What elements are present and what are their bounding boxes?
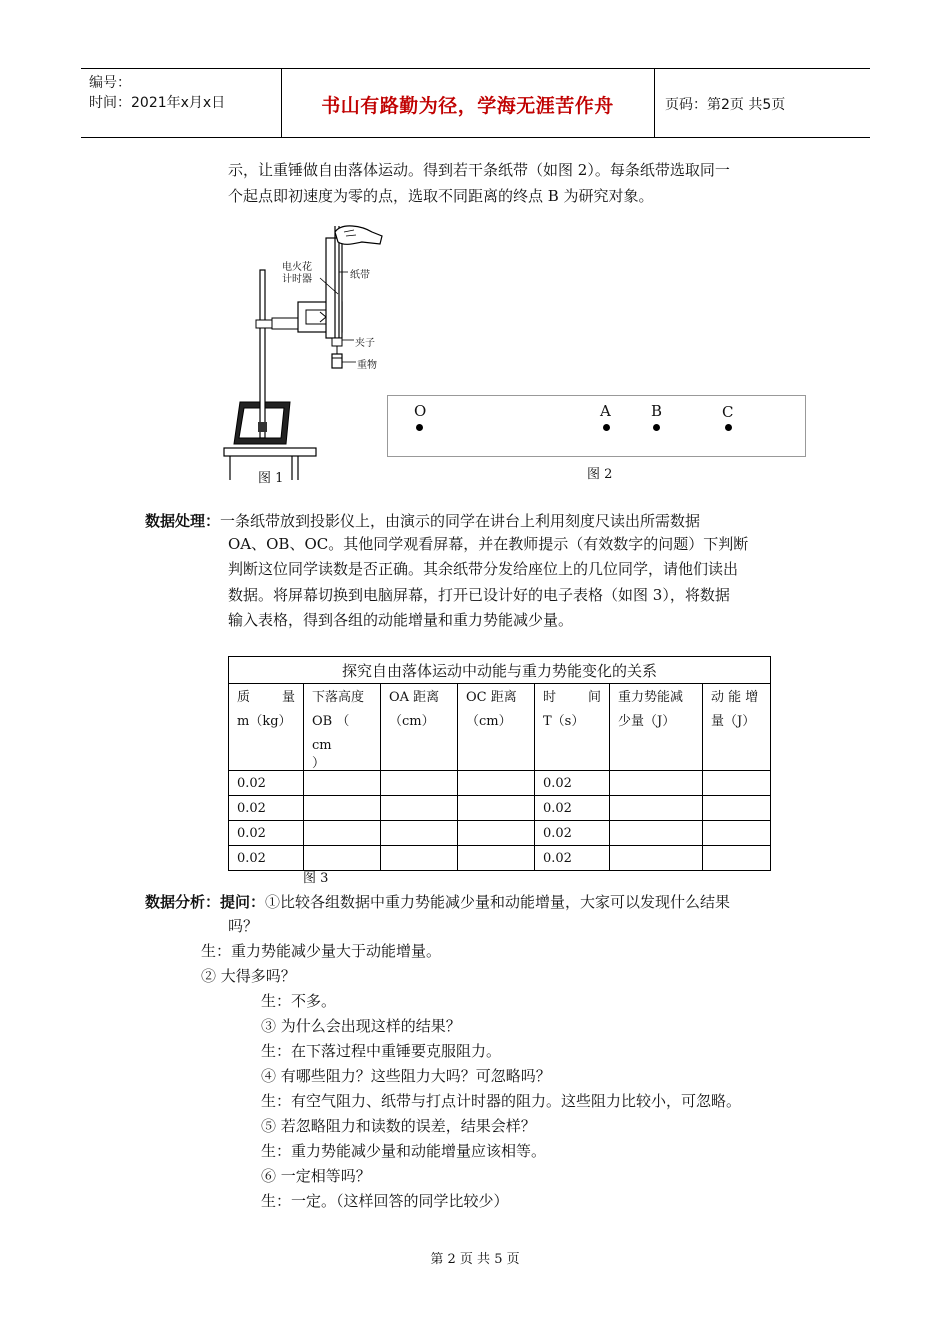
results-table	[228, 656, 771, 871]
label-timer-line-1: 电火花	[282, 262, 312, 273]
cell-empty	[703, 796, 771, 821]
cell-empty	[304, 771, 381, 796]
cell-mass: 0.02	[229, 821, 304, 846]
cell-empty	[304, 796, 381, 821]
header-potential-energy	[610, 684, 703, 771]
cell-empty	[381, 771, 458, 796]
analysis-answer-3: 生：在下落过程中重锤要克服阻力。	[261, 1042, 502, 1060]
table-title: 探究自由落体运动中动能与重力势能变化的关系	[229, 657, 771, 684]
analysis-q1-line-2: 吗？	[228, 917, 259, 935]
cell-empty	[458, 771, 535, 796]
point-a-dot	[603, 424, 610, 431]
cell-empty	[610, 771, 703, 796]
analysis-answer-1: 生：重力势能减少量大于动能增量。	[201, 942, 442, 960]
analysis-answer-4: 生：有空气阻力、纸带与打点计时器的阻力。这些阻力比较小，可忽略。	[261, 1092, 742, 1110]
header-oc-a: OC 距离	[466, 690, 517, 705]
cell-time: 0.02	[535, 771, 610, 796]
header-kinetic-energy	[703, 684, 771, 771]
cell-mass: 0.02	[229, 771, 304, 796]
intro-line-2: 个起点即初速度为零的点，选取不同距离的终点 B 为研究对象。	[228, 187, 654, 205]
cell-empty	[458, 846, 535, 871]
cell-time: 0.02	[535, 846, 610, 871]
analysis-answer-2: 生：不多。	[261, 992, 337, 1010]
header-oa	[381, 684, 458, 771]
header-drop-a: 下落高度	[312, 690, 365, 705]
header-mass-c: m（kg）	[237, 714, 292, 729]
header-page-number: 页码：第2页 共5页	[665, 97, 786, 113]
page-header	[81, 68, 870, 138]
page-footer: 第 2 页 共 5 页	[430, 1252, 520, 1267]
table-title-row	[229, 657, 771, 684]
table-row	[229, 796, 771, 821]
point-o-dot	[416, 424, 423, 431]
cell-empty	[703, 846, 771, 871]
header-time-b: 间	[587, 690, 601, 705]
cell-empty	[703, 821, 771, 846]
header-drop-c: ）	[312, 756, 326, 771]
cell-mass: 0.02	[229, 846, 304, 871]
cell-empty	[458, 821, 535, 846]
cell-empty	[610, 796, 703, 821]
header-time-c: T（s）	[543, 714, 585, 729]
point-a-label: A	[600, 402, 611, 420]
cell-empty	[703, 771, 771, 796]
header-time-a: 时	[543, 690, 557, 705]
table-row	[229, 821, 771, 846]
data-processing-line-5: 输入表格，得到各组的动能增量和重力势能减少量。	[228, 611, 574, 629]
analysis-q1-text: ①比较各组数据中重力势能减少量和动能增量，大家可以发现什么结果	[265, 893, 731, 911]
analysis-label: 数据分析：	[145, 893, 221, 911]
point-c-label: C	[722, 403, 734, 421]
cell-empty	[381, 821, 458, 846]
cell-time: 0.02	[535, 796, 610, 821]
analysis-question-5: ⑤ 若忽略阻力和读数的误差，结果会样？	[261, 1117, 536, 1135]
header-time: 时间：2021年x月x日	[89, 95, 226, 111]
cell-empty	[610, 846, 703, 871]
header-drop-b: OB （ cm	[312, 714, 350, 753]
figure-2-caption: 图 2	[587, 467, 613, 482]
label-tape: 纸带	[350, 270, 370, 281]
header-oa-b: （cm）	[389, 714, 435, 729]
cell-empty	[304, 821, 381, 846]
header-meta	[89, 73, 225, 113]
header-divider	[654, 69, 655, 137]
label-timer-line-2: 计时器	[282, 274, 312, 285]
header-pe-a: 重力势能减	[618, 690, 684, 705]
analysis-answer-6: 生：一定。（这样回答的同学比较少）	[261, 1192, 509, 1210]
label-clip: 夹子	[355, 338, 375, 349]
header-drop-height	[304, 684, 381, 771]
figure-1-caption: 图 1	[258, 471, 284, 486]
cell-empty	[381, 796, 458, 821]
data-processing-text-1: 一条纸带放到投影仪上，由演示的同学在讲台上利用刻度尺读出所需数据	[220, 512, 701, 530]
point-o-label: O	[414, 402, 427, 420]
data-processing-line-2: OA、OB、OC。其他同学观看屏幕，并在教师提示（有效数字的问题）下判断	[228, 535, 749, 553]
cell-empty	[381, 846, 458, 871]
data-processing-label: 数据处理：	[145, 512, 221, 530]
header-mass-a: 质	[237, 690, 251, 705]
point-b-dot	[653, 424, 660, 431]
data-processing-line-3: 判断这位同学读数是否正确。其余纸带分发给座位上的几位同学，请他们读出	[228, 560, 739, 578]
analysis-question-4: ④ 有哪些阻力？这些阻力大吗？可忽略吗？	[261, 1067, 551, 1085]
intro-line-1: 示，让重锤做自由落体运动。得到若干条纸带（如图 2）。每条纸带选取同一	[228, 161, 730, 179]
label-timer	[282, 262, 312, 286]
point-c-dot	[725, 424, 732, 431]
apparatus-drawing	[222, 222, 390, 480]
header-oc-b: （cm）	[466, 714, 512, 729]
analysis-line-1	[145, 889, 730, 915]
header-time	[535, 684, 610, 771]
header-ke-b: 量（J）	[711, 714, 756, 729]
cell-empty	[610, 821, 703, 846]
analysis-question-6: ⑥ 一定相等吗？	[261, 1167, 371, 1185]
table-header-row	[229, 684, 771, 771]
point-b-label: B	[651, 402, 663, 420]
analysis-question-2: ② 大得多吗？	[201, 967, 296, 985]
figure-2-paper-tape	[387, 395, 806, 457]
header-pe-b: 少量（J）	[618, 714, 676, 729]
figure-3-caption: 图 3	[303, 871, 329, 886]
header-oc	[458, 684, 535, 771]
header-ke-a: 动 能 增	[711, 690, 759, 705]
label-weight: 重物	[357, 360, 377, 371]
header-mass	[229, 684, 304, 771]
header-motto: 书山有路勤为径，学海无涯苦作舟	[321, 95, 614, 117]
analysis-answer-5: 生：重力势能减少量和动能增量应该相等。	[261, 1142, 547, 1160]
cell-empty	[458, 796, 535, 821]
header-number: 编号：	[89, 75, 131, 91]
figure-1-apparatus	[222, 222, 390, 480]
analysis-question-3: ③ 为什么会出现这样的结果？	[261, 1017, 461, 1035]
header-oa-a: OA 距离	[389, 690, 440, 705]
cell-mass: 0.02	[229, 796, 304, 821]
analysis-ask-label: 提问：	[220, 893, 266, 911]
table-row	[229, 771, 771, 796]
data-processing-line-4: 数据。将屏幕切换到电脑屏幕，打开已设计好的电子表格（如图 3），将数据	[228, 586, 730, 604]
cell-time: 0.02	[535, 821, 610, 846]
header-mass-b: 量	[281, 690, 295, 705]
